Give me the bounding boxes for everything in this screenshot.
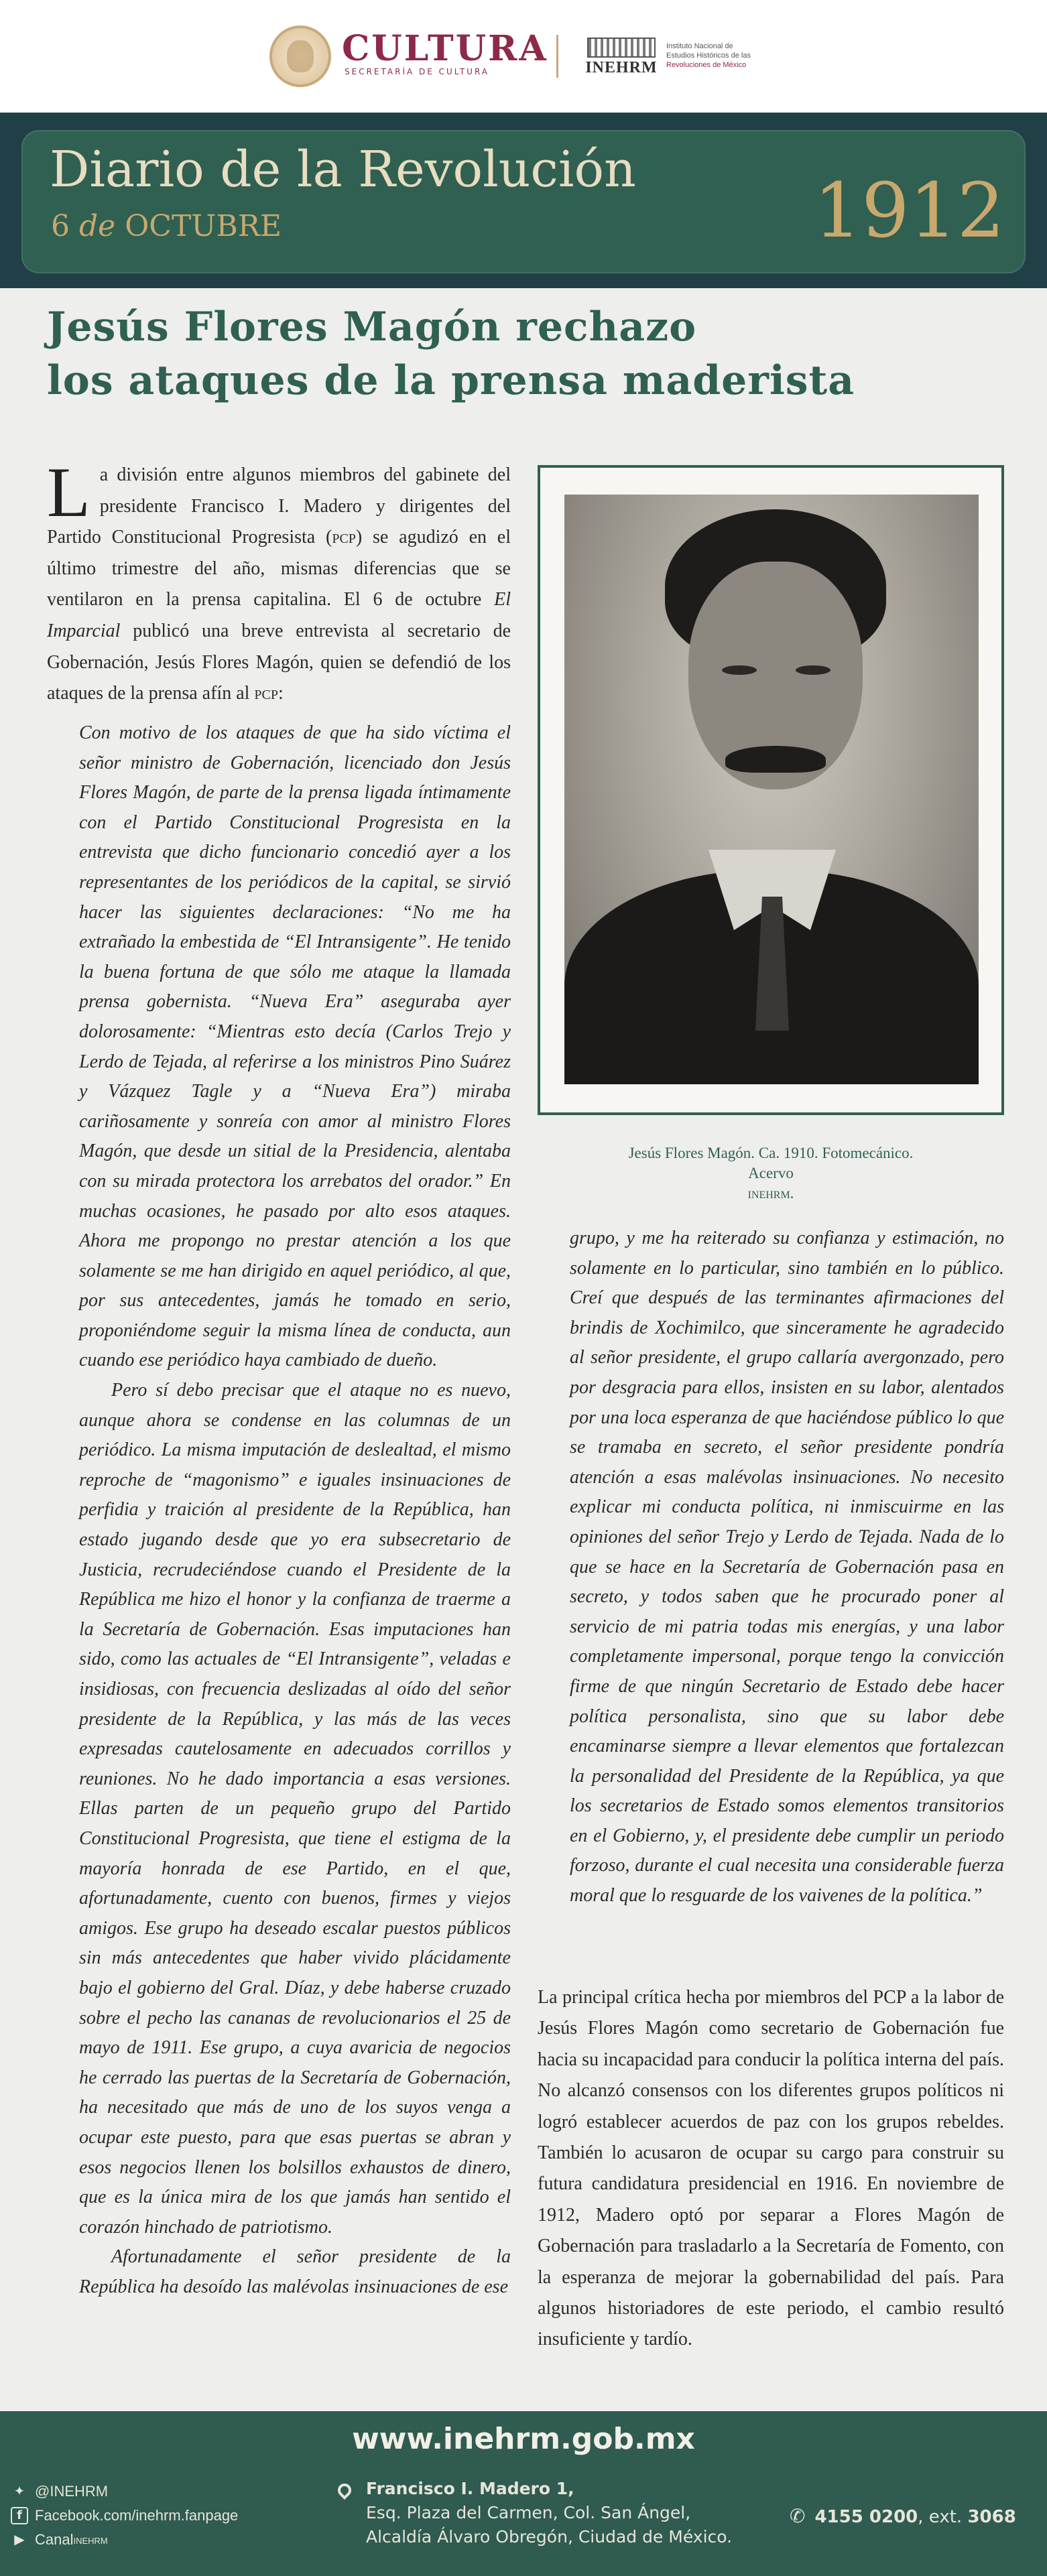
cultura-logo-text: CULTURA [342,28,548,69]
eagle-emblem-icon [269,25,331,87]
cultura-subtitle: SECRETARÍA DE CULTURA [345,67,490,76]
quote-paragraph: Pero sí debo precisar que el ataque no es nuevo, aunque ahora se condense en las columnas de un periódico. La misma imputación de deslealtad, el mismo reproche de “magonismo” e iguales insinuaciones de perfidia y traición al presidente de la República, han estado jugando desde que yo era subsecretario de Justicia, recrudeciéndose cuando el Presidente de la República me hizo el honor y la confianza de traerme a la Secretaría de Gobernación. Esas imputaciones han sido, como las actuales de “El Intransigente”, veladas e insidiosas, con frecuencia deslizadas al oído del señor presidente de la República, y las más de las veces expresadas cautelosamente en adecuados corrillos y reuniones. No he dado importancia a esas versiones. Ellas parten de un pequeño grupo del Partido Constitucional Progresista, que tiene el estigma de la mayoría honrada de ese Partido, en el que, afortunadamente, cuento con buenos, firmes y viejos amigos. Ese grupo ha deseado escalar puestos públicos sin más antecedentes que haber vivido plácidamente bajo el gobierno del Gral. Díaz, y debe haberse cruzado sobre el pecho las cananas de revolucionarios el 25 de mayo de 1911. Ese grupo, a cuya avaricia de negocios he cerrado las puertas de la Secretaría de Gobernación, ha necesitado que más de uno de los suyos venga a ocupar este puesto, para que esas puertas se abran y esos negocios llenen los bolsillos exhaustos de dinero, que es la única mira de los que jamás han sentido el corazón hinchado de patriotismo. [79,1380,511,2238]
portrait-photo [564,495,979,1084]
quote-paragraph: grupo, y me ha reiterado su confianza y estimación, no solamente en lo particular, sino también en lo público. Creí que después de las terminantes afirmaciones del brindis de Xochimilco, que sinceramente he agradecido al señor presidente, el grupo callaría avergonzado, pero por desgracia para ellos, insisten en su labor, alentados por una loca esperanza de que haciéndose público lo que se tramaba en secreto, el señor presidente pondría atención a esas malévolas insinuaciones. No necesito explicar mi conducta política, ni inmiscuirme en las opiniones del señor Trejo y Lerdo de Tejada. Nada de lo que se hace en la Secretaría de Gobernación pasa en secreto, y todos saben que he procurado poner al servicio de mi patria todas mis energías, y una labor completamente impersonal, porque tengo la convicción firme de que ningún Secretario de Estado debe hacer política personalista, sino que su labor debe encaminarse siempre a llevar elementos que fortalezcan la personalidad del Presidente de la República, ya que los secretarios de Estado somos elementos transitorios en el Gobierno, y, el presidente debe cumplir un periodo forzoso, durante el cual necesita una considerable fuerza moral que lo resguarde de los vaivenes de la política.” [570,1228,1004,1907]
twitter-link[interactable] [11,2480,238,2504]
photo-eye [722,665,757,675]
photo-caption [538,1143,1004,1204]
intro-abbr: pcp [254,683,279,704]
youtube-label: Canal [35,2531,74,2548]
inehrm-name-line: Estudios Históricos de las [666,52,751,60]
youtube-icon: ▶ [14,2532,25,2547]
intro-abbr: pcp [332,527,356,548]
headline-line: Jesús Flores Magón rechazo [47,304,697,350]
caption-line: Jesús Flores Magón. Ca. 1910. Fotomecánico. [628,1145,914,1161]
twitter-handle: @INEHRM [35,2483,109,2500]
facebook-icon: f [11,2507,28,2524]
website-link[interactable]: www.inehrm.gob.mx [352,2422,695,2456]
address-line: Esq. Plaza del Carmen, Col. San Ángel, [366,2503,691,2522]
logo-divider [556,35,558,78]
building-icon [587,38,656,58]
caption-abbr: inehrm. [747,1185,794,1202]
intro-paragraph [47,453,511,710]
newspaper-name: El Imparcial [47,589,511,641]
banner-date [51,209,282,243]
youtube-channel: inehrm [73,2533,108,2547]
photo-mustache [725,746,826,773]
social-links [11,2480,238,2552]
date-day: 6 [51,209,70,243]
phone-main: 4155 0200 [814,2507,918,2527]
quote-paragraph: Con motivo de los ataques de que ha sido víctima el señor ministro de Gobernación, licenciado don Jesús Flores Magón, de parte de la prensa ligada íntimamente con el Partido Constitucional Progresista en la entrevista que dicho funcionario concedió ayer a los representantes de los periódicos de la capital, se sirvió hacer las siguientes declaraciones: “No me ha extrañado la embestida de “El Intransigente”. He tenido la buena fortuna de que sólo me ataque la llamada prensa gobernista. “Nueva Era” aseguraba ayer dolorosamente: “Mientras esto decía (Carlos Trejo y Lerdo de Tejada, al referirse a los ministros Pino Suárez y Vázquez Tagle y a “Nueva Era”) miraba cariñosamente y sonreía con amor al ministro Flores Magón, que desde un sitial de la Presidencia, alentaba con su mirada protectora los arrebatos del orador.” En muchas ocasiones, he pasado por alto esos ataques. Ahora me propongo no prestar atención a los que solamente se me han dirigido en aquel periódico, al que, por sus antecedentes, jamás he tomado en serio, proponiéndome seguir la misma línea de conducta, aun cuando ese periódico haya cambiado de dueño. [79,722,511,1371]
inehrm-name-line: Revoluciones de México [666,61,747,69]
series-title: Diario de la Revolución [50,141,636,198]
youtube-link[interactable] [11,2528,238,2552]
caption-line [538,1163,1004,1204]
date-de: de [79,209,116,243]
intro-text: ) se agudizó en el último trimestre del año, mismas diferencias que se ventilaron en la prensa capitalina. El 6 de octubre [47,527,511,610]
quote-paragraph: Afortunadamente el señor presidente de la República ha desoído las malévolas insinuaciones de ese [79,2246,511,2297]
inehrm-name-line: Instituto Nacional de [666,42,733,50]
intro-text: a división entre algunos miembros del gabinete del presidente Francisco I. Madero y dirigentes del Partido Constitucional Progresista ( [47,464,511,548]
closing-paragraph [538,1982,1004,2356]
inehrm-logo [582,35,661,78]
intro-text: publicó una breve entrevista al secretario de Gobernación, Jesús Flores Magón, quien se defendió de los ataques de la prensa afín al [47,620,511,704]
phone-number[interactable] [790,2505,1016,2527]
phone-ext-label: , ext. [918,2507,968,2527]
address-line: Francisco I. Madero 1, [366,2479,574,2498]
intro-text: : [278,683,284,704]
headline-line: los ataques de la prensa maderista [47,357,855,404]
article-headline [47,300,985,407]
phone-icon: ✆ [790,2505,806,2527]
inehrm-logo-text: INEHRM [585,59,658,76]
quote-block-left [79,718,511,2302]
address [366,2477,732,2549]
banner-year: 1912 [814,168,1005,255]
facebook-link[interactable] [11,2504,238,2528]
drop-cap: L [47,453,90,531]
phone-ext: 3068 [967,2507,1016,2527]
inehrm-full-name [666,42,794,70]
address-line: Alcaldía Álvaro Obregón, Ciudad de México. [366,2527,733,2547]
caption-text: Acervo [748,1165,794,1181]
photo-eye [796,665,830,675]
closing-text: La principal crítica hecha por miembros del PCP a la labor de Jesús Flores Magón como secretario de Gobernación fue hacia su incapacidad para conducir la política interna del país. No alcanzó consensos con los diferentes grupos políticos ni logró establecer acuerdos de paz con los grupos rebeldes. También lo acusaron de ocupar su cargo para construir su futura candidatura presidencial en 1916. En noviembre de 1912, Madero optó por separar a Flores Magón de Gobernación para trasladarlo a la Secretaría de Fomento, con la esperanza de mejorar la gobernabilidad del país. Para algunos historiadores de este periodo, el cambio resultó insuficiente y tardío. [538,1987,1004,2350]
twitter-icon: ✦ [13,2484,25,2499]
date-month: OCTUBRE [125,209,282,243]
facebook-url: Facebook.com/inehrm.fanpage [35,2507,239,2524]
quote-block-right [570,1224,1004,1911]
